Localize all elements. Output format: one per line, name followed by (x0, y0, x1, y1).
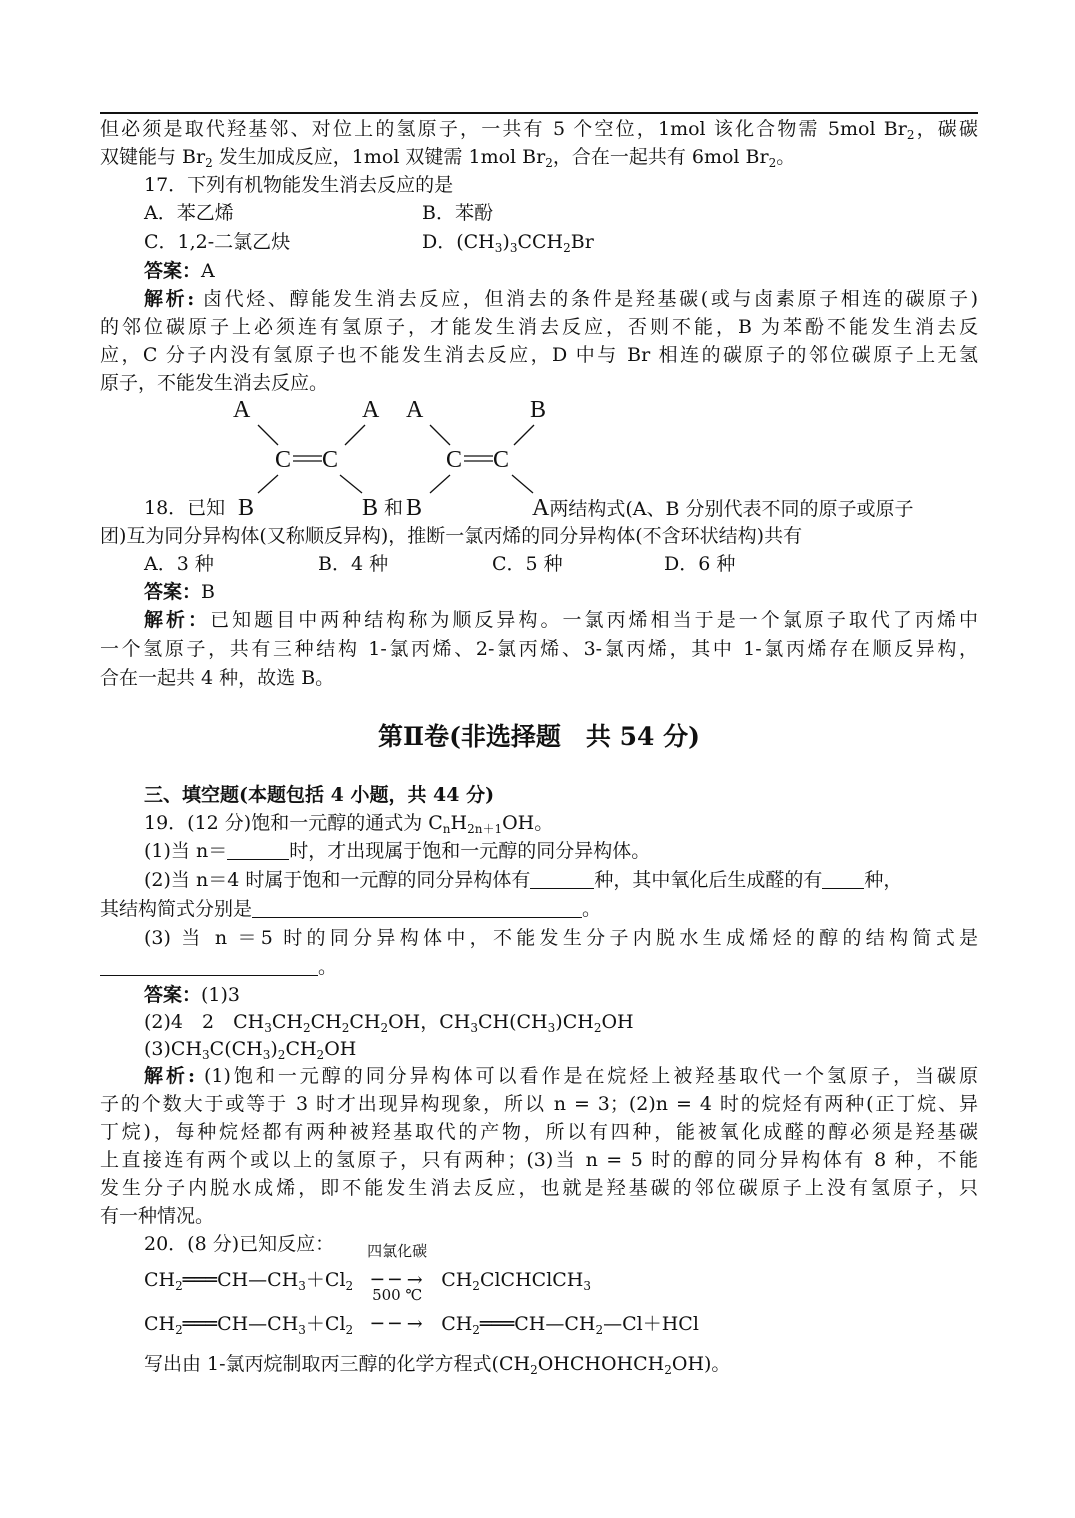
question-20-stem: 20．(8 分)已知反应： (144, 1233, 335, 1255)
text-line: 上直接连有两个或以上的氢原子，只有两种；(3)当 n = 5 时的醇的同分异构体有 8 种，不能 (100, 1149, 978, 1171)
atom-c: C (493, 447, 510, 473)
question-19-part-3: (3) 当 n ＝5 时的同分异构体中，不能发生分子内脱水生成烯烃的醇的结构简式是 (144, 927, 978, 949)
question-19-analysis: 解析: (1)饱和一元醇的同分异构体可以看作是在烷烃上被羟基取代一个氢原子，当碳原 (144, 1065, 978, 1087)
answer-blank[interactable] (530, 868, 594, 889)
option-a: A．3 种 (144, 553, 214, 575)
reaction-1: $CH_2═══CH—CH_3+Cl_2$ 四氯化碳 ─ ─ → $CH_2ClCHClCH_3$ (144, 1242, 592, 1293)
answer-blank[interactable] (252, 897, 582, 918)
question-19-answer-2: (2)4 2 $CH_3CH_2CH_2CH_2OH$，$CH_3CH(CH_3)CH_2OH$ (144, 1011, 634, 1035)
atom-c: C (275, 447, 292, 473)
text-line: 原子，不能发生消去反应。 (100, 372, 329, 394)
atom-a: A (233, 397, 251, 423)
answer-blank[interactable] (822, 868, 864, 889)
text-line: 应，C 分子内没有氢原子也不能发生消去反应，D 中与 Br 相连的碳原子的邻位碳原子上无氢 (100, 344, 978, 366)
question-20-task: 写出由 1-氯丙烷制取丙三醇的化学方程式$(CH_2OHCHOHCH_2OH)$。 (144, 1353, 731, 1377)
text-line: 团)互为同分异构体(又称顺反异构)，推断一氯丙烯的同分异构体(不含环状结构)共有 (100, 525, 803, 547)
part-heading: 三、填空题(本题包括 4 小题，共 44 分) (144, 784, 495, 806)
question-18-analysis: 解析：已知题目中两种结构称为顺反异构。一氯丙烯相当于是一个氯原子取代了丙烯中 (144, 609, 978, 631)
question-19-answer: 答案：(1)3 (144, 984, 241, 1006)
document-page (100, 0, 978, 1518)
text-line: 但必须是取代羟基邻、对位上的氢原子，一共有 5 个空位，1mol 该化合物需 5mol $Br_2$，碳碳 (100, 118, 978, 142)
atom-a: A (362, 397, 380, 423)
answer-blank[interactable] (100, 955, 318, 976)
text-line: 有一种情况。 (100, 1205, 215, 1227)
reaction-2: $CH_2═══CH—CH_3+Cl_2$ 500 ℃ ─ ─ → $CH_2═══CH—CH_2—Cl+HCl$ (144, 1286, 699, 1337)
question-17-answer: 答案：A (144, 260, 215, 282)
text-line: 子的个数大于或等于 3 时才出现异构现象，所以 n = 3；(2)n = 4 时的烷烃有两种(正丁烷、异 (100, 1093, 978, 1115)
question-18-options (144, 550, 978, 578)
option-d: D．$(CH_3)_3CCH_2Br$ (422, 231, 594, 255)
option-d: D．6 种 (664, 553, 736, 575)
text-line: 双键能与 $Br_2$ 发生加成反应，1mol 双键需 1mol $Br_2$，合在一起共有 6mol $Br_2$。 (100, 146, 796, 170)
text-line: 合在一起共 4 种，故选 B。 (100, 667, 335, 689)
option-a: A．苯乙烯 (144, 202, 234, 224)
question-18-answer: 答案：B (144, 581, 215, 603)
question-17-stem: 17．下列有机物能发生消去反应的是 (144, 174, 454, 196)
question-19-answer-3: $(3)CH_3C(CH_3)_2CH_2OH$ (144, 1038, 357, 1062)
text-line: 丁烷)，每种烷烃都有两种被羟基取代的产物，所以有四种，能被氧化成醛的醇必须是羟基碳 (100, 1121, 978, 1143)
reaction-arrow: 500 ℃ ─ ─ → (371, 1286, 423, 1335)
question-19-part-1: (1)当 n＝ 时，才出现属于饱和一元醇的同分异构体。 (144, 840, 651, 862)
text-line: 的邻位碳原子上必须连有氢原子，才能发生消去反应，否则不能，B 为苯酚不能发生消去反 (100, 316, 978, 338)
answer-blank[interactable] (227, 839, 289, 860)
option-b: B．4 种 (318, 553, 389, 575)
atom-c: C (322, 447, 339, 473)
atom-c: C (446, 447, 463, 473)
question-18-stem: 18．已知 B B 和 B A两结构式(A、B 分别代表不同的原子或原子 (144, 495, 914, 521)
question-19-stem: 19．(12 分)饱和一元醇的通式为 $C_nH_{2n+1}OH$。 (144, 812, 554, 836)
header-rule (100, 112, 978, 114)
question-17-analysis: 解析: 卤代烃、醇能发生消去反应，但消去的条件是羟基碳(或与卤素原子相连的碳原子) (144, 288, 979, 310)
section-title: 第Ⅱ卷(非选择题 共 54 分) (378, 722, 700, 751)
option-c: C．1,2-二氯乙炔 (144, 231, 291, 253)
text-line: 一个氢原子，共有三种结构 1-氯丙烯、2-氯丙烯、3-氯丙烯，其中 1-氯丙烯存在顺反异构， (100, 638, 978, 660)
text-line: 其结构简式分别是 。 (100, 898, 602, 920)
text-line: 发生分子内脱水成烯，即不能发生消去反应，也就是羟基碳的邻位碳原子上没有氢原子，只 (100, 1177, 978, 1199)
text-line: 。 (100, 953, 978, 981)
option-b: B．苯酚 (422, 202, 493, 224)
question-17-options-cd (144, 228, 978, 256)
question-19-part-2: (2)当 n＝4 时属于饱和一元醇的同分异构体有 种，其中氧化后生成醛的有 种， (144, 869, 903, 891)
reaction-arrow: 四氯化碳 ─ ─ → (367, 1242, 428, 1291)
question-17-options-ab (144, 199, 978, 227)
atom-b: B (530, 397, 547, 423)
option-c: C．5 种 (492, 553, 563, 575)
atom-a: A (406, 397, 424, 423)
